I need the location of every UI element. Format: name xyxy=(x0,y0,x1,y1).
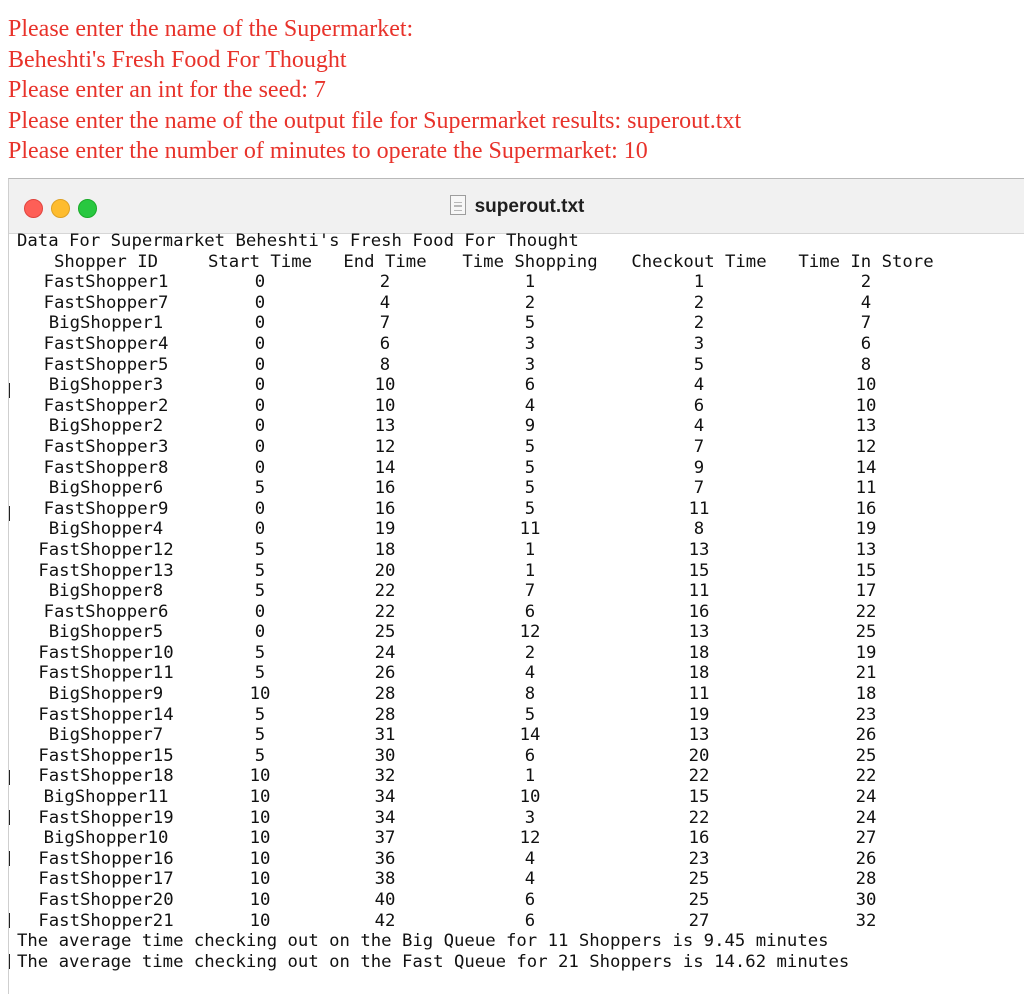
cell-time-in-store: 15 xyxy=(855,560,877,581)
cell-start-time: 0 xyxy=(254,416,266,437)
cell-start-time: 0 xyxy=(254,375,266,396)
cell-end-time: 19 xyxy=(374,519,396,540)
prompt-supermarket-name: Please enter the name of the Supermarket: xyxy=(8,16,414,42)
column-header-shopper-id: Shopper ID xyxy=(53,251,159,272)
report-heading: Data For Supermarket Beheshti's Fresh Food For Thought xyxy=(17,231,579,251)
table-row xyxy=(17,375,949,396)
cell-time-in-store: 21 xyxy=(855,663,877,684)
cell-time-in-store: 17 xyxy=(855,581,877,602)
cell-time-shopping: 9 xyxy=(524,416,536,437)
cell-time-shopping: 1 xyxy=(524,560,536,581)
cell-end-time: 13 xyxy=(374,416,396,437)
cell-start-time: 10 xyxy=(249,848,271,869)
table-row xyxy=(17,519,949,540)
cell-time-shopping: 1 xyxy=(524,766,536,787)
cell-checkout-time: 13 xyxy=(688,539,710,560)
cell-shopper-id: FastShopper5 xyxy=(43,354,169,375)
cell-start-time: 10 xyxy=(249,910,271,931)
cell-checkout-time: 23 xyxy=(688,848,710,869)
cell-time-in-store: 25 xyxy=(855,622,877,643)
cell-time-in-store: 32 xyxy=(855,910,877,931)
cell-shopper-id: FastShopper1 xyxy=(43,272,169,293)
cell-start-time: 10 xyxy=(249,890,271,910)
cell-shopper-id: BigShopper7 xyxy=(48,725,164,746)
cell-time-in-store: 10 xyxy=(855,375,877,396)
left-edge-marker xyxy=(9,810,10,825)
table-row xyxy=(17,663,949,684)
table-row xyxy=(17,416,949,437)
table-row xyxy=(17,849,949,870)
cell-time-shopping: 5 xyxy=(524,498,536,519)
cell-checkout-time: 7 xyxy=(693,478,705,499)
cell-time-shopping: 6 xyxy=(524,910,536,931)
cell-checkout-time: 11 xyxy=(688,581,710,602)
cell-shopper-id: FastShopper20 xyxy=(38,890,174,910)
cell-start-time: 0 xyxy=(254,457,266,478)
cell-checkout-time: 16 xyxy=(688,828,710,849)
window-title xyxy=(9,195,1024,218)
cell-checkout-time: 1 xyxy=(693,272,705,293)
cell-shopper-id: BigShopper1 xyxy=(48,313,164,334)
cell-shopper-id: FastShopper3 xyxy=(43,436,169,457)
column-header-time-in-store: Time In Store xyxy=(798,251,934,272)
cell-checkout-time: 4 xyxy=(693,416,705,437)
cell-time-shopping: 6 xyxy=(524,375,536,396)
table-row xyxy=(17,293,949,314)
cell-end-time: 22 xyxy=(374,581,396,602)
cell-checkout-time: 22 xyxy=(688,807,710,828)
cell-time-in-store: 4 xyxy=(860,292,872,313)
table-row xyxy=(17,684,949,705)
cell-end-time: 12 xyxy=(374,436,396,457)
cell-time-in-store: 12 xyxy=(855,436,877,457)
cell-shopper-id: FastShopper15 xyxy=(38,745,174,766)
cell-shopper-id: BigShopper9 xyxy=(48,684,164,705)
cell-end-time: 8 xyxy=(379,354,391,375)
left-edge-marker xyxy=(9,954,10,969)
table-row xyxy=(17,437,949,458)
cell-start-time: 0 xyxy=(254,354,266,375)
cell-checkout-time: 4 xyxy=(693,375,705,396)
column-header-end-time: End Time xyxy=(343,251,427,272)
cell-start-time: 10 xyxy=(249,766,271,787)
cell-shopper-id: BigShopper3 xyxy=(48,375,164,396)
table-body xyxy=(17,272,949,931)
cell-shopper-id: FastShopper11 xyxy=(38,663,174,684)
table-row xyxy=(17,787,949,808)
cell-checkout-time: 8 xyxy=(693,519,705,540)
table-row xyxy=(17,540,949,561)
prompt-output-file: Please enter the name of the output file for Supermarket results: superout.txt xyxy=(8,107,742,134)
cell-start-time: 10 xyxy=(249,684,271,705)
cell-end-time: 37 xyxy=(374,828,396,849)
window-title-text: superout.txt xyxy=(474,196,585,217)
cell-time-shopping: 14 xyxy=(519,725,541,746)
cell-checkout-time: 19 xyxy=(688,704,710,725)
cell-time-shopping: 5 xyxy=(524,457,536,478)
table-row xyxy=(17,766,949,787)
table-row xyxy=(17,272,949,293)
cell-time-shopping: 2 xyxy=(524,642,536,663)
cell-end-time: 10 xyxy=(374,375,396,396)
cell-shopper-id: FastShopper12 xyxy=(38,539,174,560)
cell-time-in-store: 23 xyxy=(855,704,877,725)
cell-time-shopping: 12 xyxy=(519,622,541,643)
cell-checkout-time: 18 xyxy=(688,663,710,684)
cell-time-shopping: 4 xyxy=(524,869,536,890)
cell-end-time: 31 xyxy=(374,725,396,746)
cell-end-time: 25 xyxy=(374,622,396,643)
cell-end-time: 20 xyxy=(374,560,396,581)
cell-time-in-store: 7 xyxy=(860,313,872,334)
cell-end-time: 2 xyxy=(379,272,391,293)
terminal-prompts xyxy=(8,14,1018,167)
cell-time-shopping: 3 xyxy=(524,807,536,828)
cell-checkout-time: 20 xyxy=(688,745,710,766)
cell-start-time: 10 xyxy=(249,807,271,828)
text-file-window xyxy=(8,178,1024,994)
table-row xyxy=(17,725,949,746)
table-row xyxy=(17,458,949,479)
cell-shopper-id: BigShopper6 xyxy=(48,478,164,499)
cell-checkout-time: 15 xyxy=(688,787,710,808)
cell-shopper-id: BigShopper2 xyxy=(48,416,164,437)
cell-start-time: 10 xyxy=(249,787,271,808)
cell-time-shopping: 3 xyxy=(524,354,536,375)
cell-shopper-id: FastShopper17 xyxy=(38,869,174,890)
cell-time-in-store: 28 xyxy=(855,869,877,890)
cell-time-shopping: 4 xyxy=(524,848,536,869)
cell-shopper-id: FastShopper18 xyxy=(38,766,174,787)
cell-shopper-id: FastShopper4 xyxy=(43,333,169,354)
table-row xyxy=(17,355,949,376)
table-row xyxy=(17,561,949,582)
cell-checkout-time: 9 xyxy=(693,457,705,478)
cell-checkout-time: 13 xyxy=(688,725,710,746)
left-edge-marker xyxy=(9,913,10,928)
cell-checkout-time: 6 xyxy=(693,395,705,416)
cell-start-time: 0 xyxy=(254,292,266,313)
cell-time-shopping: 10 xyxy=(519,787,541,808)
cell-start-time: 0 xyxy=(254,498,266,519)
cell-shopper-id: FastShopper14 xyxy=(38,704,174,725)
cell-end-time: 22 xyxy=(374,601,396,622)
cell-start-time: 5 xyxy=(254,745,266,766)
cell-start-time: 5 xyxy=(254,725,266,746)
cell-end-time: 26 xyxy=(374,663,396,684)
cell-time-in-store: 24 xyxy=(855,807,877,828)
table-row xyxy=(17,746,949,767)
cell-end-time: 6 xyxy=(379,333,391,354)
cell-shopper-id: FastShopper13 xyxy=(38,560,174,581)
cell-end-time: 18 xyxy=(374,539,396,560)
cell-shopper-id: FastShopper6 xyxy=(43,601,169,622)
cell-end-time: 34 xyxy=(374,807,396,828)
cell-start-time: 5 xyxy=(254,478,266,499)
cell-shopper-id: FastShopper19 xyxy=(38,807,174,828)
cell-time-in-store: 8 xyxy=(860,354,872,375)
cell-time-shopping: 8 xyxy=(524,684,536,705)
cell-time-in-store: 22 xyxy=(855,766,877,787)
table-header-row xyxy=(17,252,949,273)
window-titlebar[interactable] xyxy=(9,179,1024,234)
cell-end-time: 16 xyxy=(374,478,396,499)
cell-checkout-time: 27 xyxy=(688,910,710,931)
document-icon xyxy=(450,195,466,215)
cell-shopper-id: FastShopper21 xyxy=(38,910,174,931)
cell-time-shopping: 12 xyxy=(519,828,541,849)
cell-shopper-id: BigShopper8 xyxy=(48,581,164,602)
cell-time-in-store: 13 xyxy=(855,416,877,437)
cell-end-time: 42 xyxy=(374,910,396,931)
cell-start-time: 5 xyxy=(254,560,266,581)
cell-end-time: 10 xyxy=(374,395,396,416)
cell-time-in-store: 26 xyxy=(855,725,877,746)
cell-checkout-time: 25 xyxy=(688,869,710,890)
cell-start-time: 5 xyxy=(254,663,266,684)
cell-start-time: 0 xyxy=(254,622,266,643)
cell-time-in-store: 14 xyxy=(855,457,877,478)
table-row xyxy=(17,808,949,829)
cell-start-time: 0 xyxy=(254,272,266,293)
cell-shopper-id: FastShopper9 xyxy=(43,498,169,519)
cell-time-shopping: 6 xyxy=(524,890,536,910)
shopper-table xyxy=(17,252,949,932)
table-row xyxy=(17,478,949,499)
cell-time-shopping: 1 xyxy=(524,272,536,293)
cell-time-in-store: 10 xyxy=(855,395,877,416)
cell-time-in-store: 26 xyxy=(855,848,877,869)
cell-start-time: 0 xyxy=(254,519,266,540)
cell-checkout-time: 11 xyxy=(688,684,710,705)
table-row xyxy=(17,499,949,520)
cell-start-time: 5 xyxy=(254,581,266,602)
cell-end-time: 30 xyxy=(374,745,396,766)
cell-checkout-time: 3 xyxy=(693,333,705,354)
cell-start-time: 10 xyxy=(249,869,271,890)
cell-time-shopping: 4 xyxy=(524,663,536,684)
left-edge-marker xyxy=(9,851,10,866)
file-content[interactable] xyxy=(17,231,1017,972)
column-header-time-shopping: Time Shopping xyxy=(462,251,598,272)
cell-start-time: 0 xyxy=(254,313,266,334)
table-row xyxy=(17,705,949,726)
cell-shopper-id: FastShopper2 xyxy=(43,395,169,416)
cell-time-in-store: 11 xyxy=(855,478,877,499)
table-row xyxy=(17,581,949,602)
left-edge-marker xyxy=(9,383,10,398)
prompt-minutes: Please enter the number of minutes to operate the Supermarket: 10 xyxy=(8,138,648,164)
cell-checkout-time: 25 xyxy=(688,890,710,910)
cell-shopper-id: BigShopper11 xyxy=(43,787,169,808)
cell-shopper-id: FastShopper10 xyxy=(38,642,174,663)
cell-checkout-time: 15 xyxy=(688,560,710,581)
cell-time-shopping: 5 xyxy=(524,313,536,334)
cell-end-time: 34 xyxy=(374,787,396,808)
cell-time-in-store: 24 xyxy=(855,787,877,808)
cell-start-time: 0 xyxy=(254,395,266,416)
table-row xyxy=(17,622,949,643)
cell-checkout-time: 22 xyxy=(688,766,710,787)
cell-time-in-store: 25 xyxy=(855,745,877,766)
cell-start-time: 5 xyxy=(254,642,266,663)
cell-checkout-time: 5 xyxy=(693,354,705,375)
left-edge-marker xyxy=(9,770,10,785)
cell-shopper-id: BigShopper10 xyxy=(43,828,169,849)
cell-end-time: 32 xyxy=(374,766,396,787)
table-row xyxy=(17,890,949,911)
cell-time-in-store: 27 xyxy=(855,828,877,849)
cell-end-time: 7 xyxy=(379,313,391,334)
input-supermarket-name: Beheshti's Fresh Food For Thought xyxy=(8,46,347,73)
cell-time-in-store: 19 xyxy=(855,519,877,540)
summary-fast-queue: The average time checking out on the Fast Queue for 21 Shoppers is 14.62 minutes xyxy=(17,951,850,972)
cell-time-in-store: 19 xyxy=(855,642,877,663)
cell-end-time: 28 xyxy=(374,684,396,705)
table-row xyxy=(17,911,949,932)
cell-start-time: 5 xyxy=(254,539,266,560)
cell-shopper-id: FastShopper8 xyxy=(43,457,169,478)
table-row xyxy=(17,334,949,355)
cell-time-shopping: 2 xyxy=(524,292,536,313)
cell-checkout-time: 18 xyxy=(688,642,710,663)
cell-end-time: 40 xyxy=(374,890,396,910)
cell-start-time: 10 xyxy=(249,828,271,849)
cell-shopper-id: BigShopper5 xyxy=(48,622,164,643)
cell-end-time: 14 xyxy=(374,457,396,478)
cell-shopper-id: FastShopper16 xyxy=(38,848,174,869)
cell-time-in-store: 30 xyxy=(855,890,877,910)
cell-checkout-time: 13 xyxy=(688,622,710,643)
cell-end-time: 38 xyxy=(374,869,396,890)
cell-time-in-store: 22 xyxy=(855,601,877,622)
left-edge-marker xyxy=(9,506,10,521)
cell-time-shopping: 3 xyxy=(524,333,536,354)
cell-end-time: 24 xyxy=(374,642,396,663)
table-row xyxy=(17,643,949,664)
cell-end-time: 28 xyxy=(374,704,396,725)
cell-time-shopping: 5 xyxy=(524,436,536,457)
table-row xyxy=(17,602,949,623)
cell-time-shopping: 4 xyxy=(524,395,536,416)
cell-time-in-store: 6 xyxy=(860,333,872,354)
cell-start-time: 5 xyxy=(254,704,266,725)
cell-checkout-time: 2 xyxy=(693,292,705,313)
cell-start-time: 0 xyxy=(254,333,266,354)
cell-time-shopping: 7 xyxy=(524,581,536,602)
table-row xyxy=(17,396,949,417)
cell-start-time: 0 xyxy=(254,601,266,622)
cell-checkout-time: 7 xyxy=(693,436,705,457)
table-row xyxy=(17,313,949,334)
cell-end-time: 4 xyxy=(379,292,391,313)
cell-end-time: 36 xyxy=(374,848,396,869)
cell-time-in-store: 13 xyxy=(855,539,877,560)
cell-time-in-store: 18 xyxy=(855,684,877,705)
cell-shopper-id: BigShopper4 xyxy=(48,519,164,540)
cell-time-in-store: 16 xyxy=(855,498,877,519)
cell-checkout-time: 16 xyxy=(688,601,710,622)
summary-big-queue: The average time checking out on the Big Queue for 11 Shoppers is 9.45 minutes xyxy=(17,931,829,952)
cell-time-shopping: 6 xyxy=(524,601,536,622)
table-row xyxy=(17,828,949,849)
cell-time-shopping: 1 xyxy=(524,539,536,560)
cell-time-shopping: 6 xyxy=(524,745,536,766)
cell-end-time: 16 xyxy=(374,498,396,519)
column-header-checkout-time: Checkout Time xyxy=(631,251,767,272)
cell-time-shopping: 11 xyxy=(519,519,541,540)
cell-time-in-store: 2 xyxy=(860,272,872,293)
table-row xyxy=(17,869,949,890)
cell-shopper-id: FastShopper7 xyxy=(43,292,169,313)
column-header-start-time: Start Time xyxy=(207,251,313,272)
cell-time-shopping: 5 xyxy=(524,478,536,499)
cell-checkout-time: 11 xyxy=(688,498,710,519)
cell-start-time: 0 xyxy=(254,436,266,457)
prompt-seed: Please enter an int for the seed: 7 xyxy=(8,77,326,103)
cell-checkout-time: 2 xyxy=(693,313,705,334)
cell-time-shopping: 5 xyxy=(524,704,536,725)
